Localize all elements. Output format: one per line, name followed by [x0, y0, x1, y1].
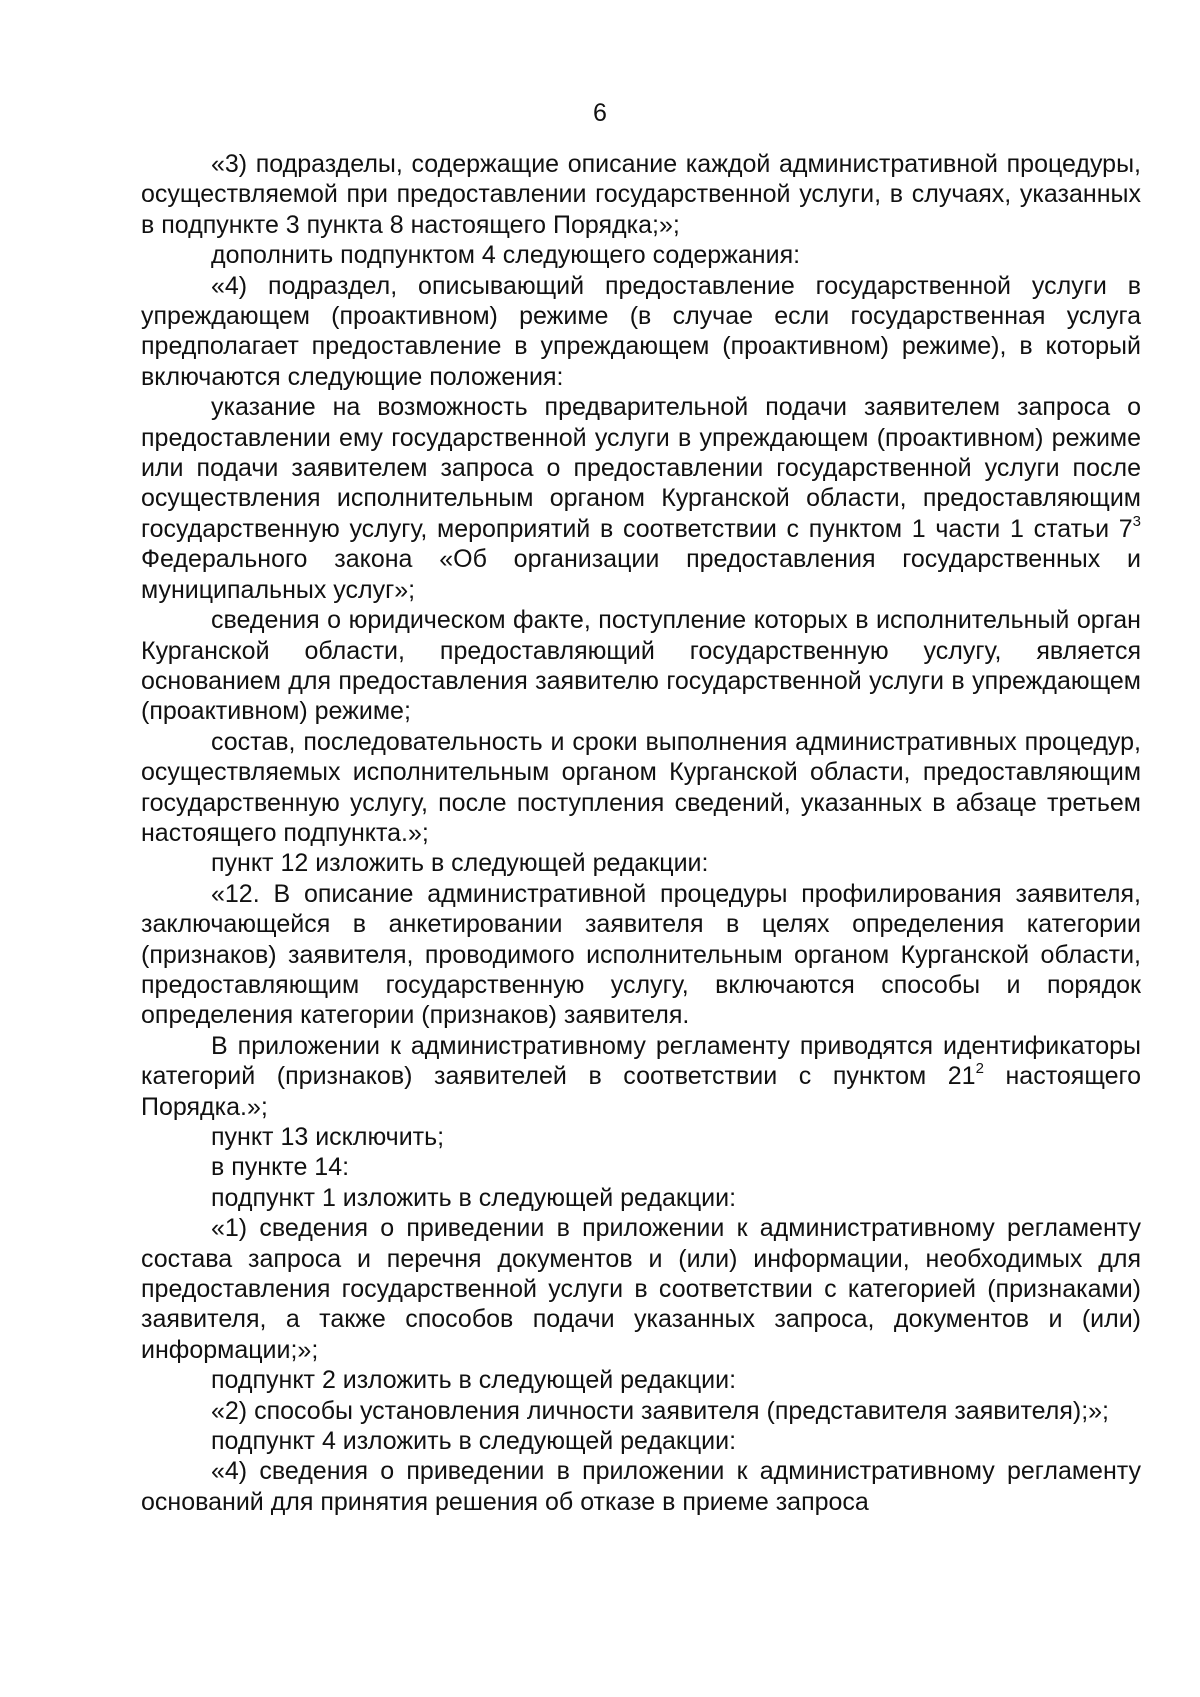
- paragraph-appendix-identifiers: [141, 1031, 1141, 1122]
- paragraph-subsection-2-intro: подпункт 2 изложить в следующей редакции:: [211, 1366, 737, 1395]
- paragraph-subsection-4-intro: подпункт 4 изложить в следующей редакции:: [211, 1427, 737, 1456]
- superscript: 3: [1132, 512, 1141, 530]
- document-body: [141, 149, 1141, 1517]
- paragraph-text: указание на возможность предварительной подачи заявителем запроса о предоставлении ему государственной услуги в упреждающем (проактивном) режиме или подачи заявителем запроса о предоставлении государственной услуги после осуществления исполнительным органом Курганской области, предоставляющим государственную услугу, мероприятий в соответствии с пунктом 1 части 1 статьи 7: [141, 393, 1141, 543]
- paragraph-point-12-intro: пункт 12 изложить в следующей редакции:: [211, 849, 709, 878]
- paragraph-text: Федерального закона «Об организации предоставления государственных и муниципальных услуг»;: [141, 545, 1141, 604]
- paragraph-subsection-3: «3) подразделы, содержащие описание каждой административной процедуры, осуществляемой при предоставлении государственной услуги, в случаях, указанных в подпункте 3 пункта 8 настоящего Порядка;»;: [141, 150, 1141, 239]
- paragraph-point-12: «12. В описание административной процедуры профилирования заявителя, заключающейся в анкетировании заявителя в целях определения категории (признаков) заявителя, проводимого исполнительным органом Курганской области, предоставляющим государственную услугу, включаются способы и порядок определения категории (признаков) заявителя.: [141, 879, 1141, 1030]
- paragraph-preliminary-request: [141, 392, 1141, 605]
- paragraph-subsection-1: «1) сведения о приведении в приложении к административному регламенту состава запроса и перечня документов и (или) информации, необходимых для предоставления государственной услуги в соответствии с категорией (признаками) заявителя, а также способов подачи указанных запроса, документов и (или) информации;»;: [141, 1214, 1141, 1364]
- paragraph-add-subsection-4: дополнить подпунктом 4 следующего содержания:: [211, 241, 801, 270]
- paragraph-procedures: состав, последовательность и сроки выполнения административных процедур, осуществляемых исполнительным органом Курганской области, предоставляющим государственную услугу, после поступления сведений, указанных в абзаце третьем настоящего подпункта.»;: [141, 727, 1141, 847]
- paragraph-legal-fact: сведения о юридическом факте, поступление которых в исполнительный орган Курганской области, предоставляющий государственную услугу, является основанием для предоставления заявителю государственной услуги в упреждающем (проактивном) режиме;: [141, 606, 1141, 726]
- paragraph-subsection-1-intro: подпункт 1 изложить в следующей редакции:: [211, 1183, 737, 1212]
- paragraph-subsection-4: «4) подраздел, описывающий предоставление государственной услуги в упреждающем (проактивном) режиме (в случае если государственная услуга предполагает предоставление в упреждающем (проактивном) режиме), в который включаются следующие положения:: [141, 271, 1141, 391]
- page-number: 6: [593, 99, 607, 127]
- paragraph-point-13: пункт 13 исключить;: [211, 1123, 445, 1151]
- paragraph-text: настоящего Порядка.»;: [141, 1062, 1141, 1121]
- superscript: 2: [975, 1059, 984, 1077]
- paragraph-subsection-4-text: «4) сведения о приведении в приложении к административному регламенту оснований для принятия решения об отказе в приеме запроса: [141, 1457, 1141, 1516]
- paragraph-point-14: в пункте 14:: [211, 1153, 350, 1182]
- paragraph-text: В приложении к административному регламенту приводятся идентификаторы категорий (признаков) заявителей в соответствии с пунктом 21: [141, 1031, 1141, 1091]
- paragraph-subsection-2: «2) способы установления личности заявителя (представителя заявителя);»;: [211, 1396, 1109, 1425]
